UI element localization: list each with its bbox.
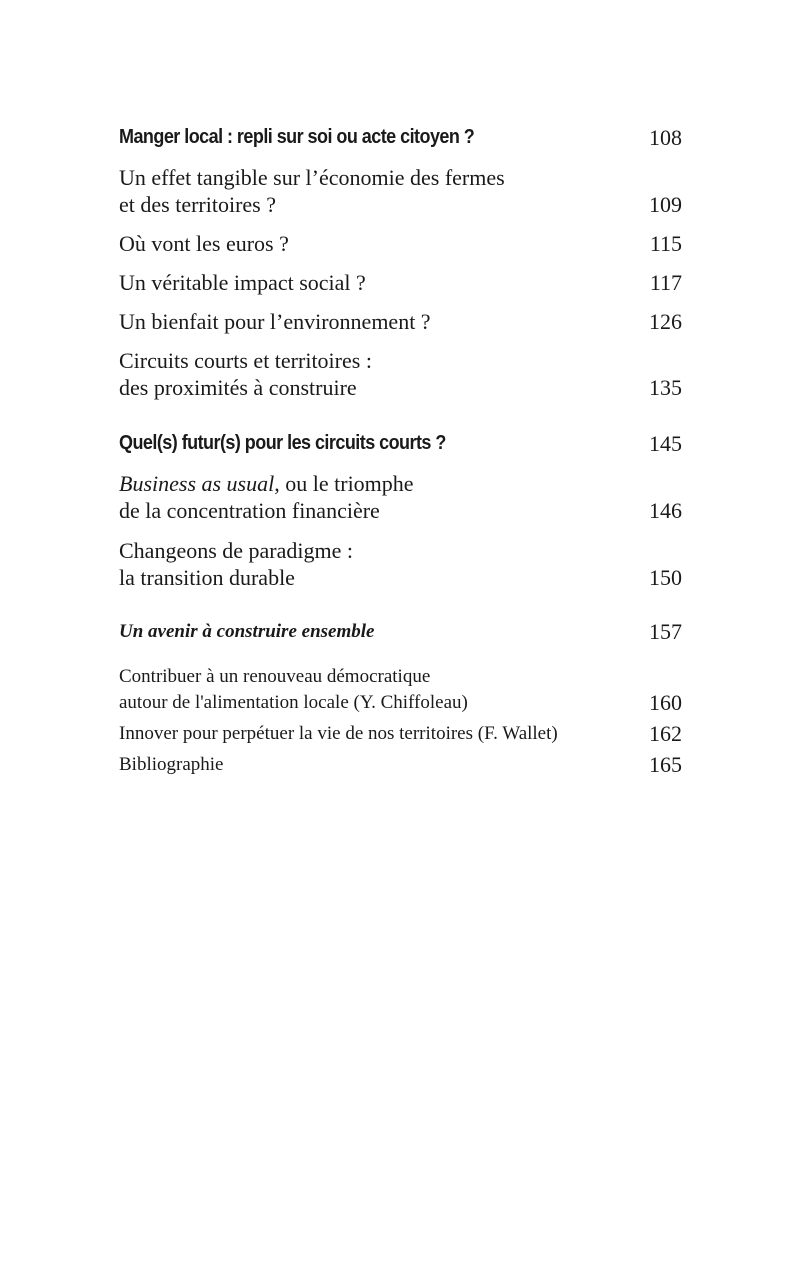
page-number: 117	[649, 270, 682, 295]
toc-entry-bienfait-environnement	[119, 306, 682, 335]
toc-entry-impact-social	[119, 267, 682, 296]
entry-title: Innover pour perpétuer la vie de nos territoires (F. Wallet)	[119, 723, 558, 744]
section-heading: Quel(s) futur(s) pour les circuits courts ?	[119, 432, 446, 454]
entry-title-line-2: et des territoires ?	[119, 192, 276, 217]
page-number: 157	[649, 619, 682, 644]
page-number: 126	[649, 309, 682, 334]
entry-title: Un véritable impact social ?	[119, 270, 366, 295]
entry-title-line-1: Circuits courts et territoires :	[119, 348, 372, 373]
entry-title-line-2: des proximités à construire	[119, 375, 357, 400]
entry-title-line-1: Changeons de paradigme :	[119, 538, 353, 563]
toc-entry-circuits-territoires	[119, 345, 682, 401]
section-heading: Manger local : repli sur soi ou acte citoyen ?	[119, 126, 475, 148]
entry-title-line-2: autour de l'alimentation locale (Y. Chiffoleau)	[119, 692, 468, 713]
toc-entry-manger-local	[119, 118, 682, 151]
page-number: 109	[649, 192, 682, 217]
toc-entry-bibliographie	[119, 751, 682, 778]
page-number: 135	[649, 375, 682, 400]
entry-title-line-2: de la concentration financière	[119, 498, 380, 523]
entry-title	[119, 164, 505, 218]
page-number: 162	[649, 721, 682, 746]
toc-entry-futurs	[119, 424, 682, 457]
toc-entry-business	[119, 468, 682, 524]
page-number: 146	[649, 498, 682, 523]
entry-title: Un bienfait pour l’environnement ?	[119, 309, 431, 334]
section-heading-italic: Un avenir à construire ensemble	[119, 621, 375, 642]
entry-title-line-1: Un effet tangible sur l’économie des fermes	[119, 165, 505, 190]
entry-title: Où vont les euros ?	[119, 231, 289, 256]
entry-title	[119, 664, 468, 716]
entry-title: Bibliographie	[119, 754, 224, 775]
page-number: 150	[649, 565, 682, 590]
entry-title-line-2: la transition durable	[119, 565, 295, 590]
toc-entry-paradigme	[119, 535, 682, 591]
toc-entry-avenir	[119, 614, 682, 645]
entry-title	[119, 347, 372, 401]
entry-title-line-1-rest: , ou le triomphe	[274, 471, 414, 496]
entry-title	[119, 537, 353, 591]
toc-entry-ou-vont-euros	[119, 228, 682, 257]
italic-phrase: Business as usual	[119, 471, 275, 496]
page-number: 108	[649, 125, 682, 150]
entry-title	[119, 470, 414, 524]
toc-entry-innover	[119, 720, 682, 747]
page-number: 160	[649, 690, 682, 715]
page-number: 115	[649, 231, 682, 256]
page-number: 145	[649, 431, 682, 456]
entry-title-line-1	[119, 470, 414, 497]
page-number: 165	[649, 752, 682, 777]
toc-entry-effet-tangible	[119, 162, 682, 218]
entry-title-line-1: Contribuer à un renouveau démocratique	[119, 666, 431, 687]
toc-entry-renouveau	[119, 664, 682, 716]
